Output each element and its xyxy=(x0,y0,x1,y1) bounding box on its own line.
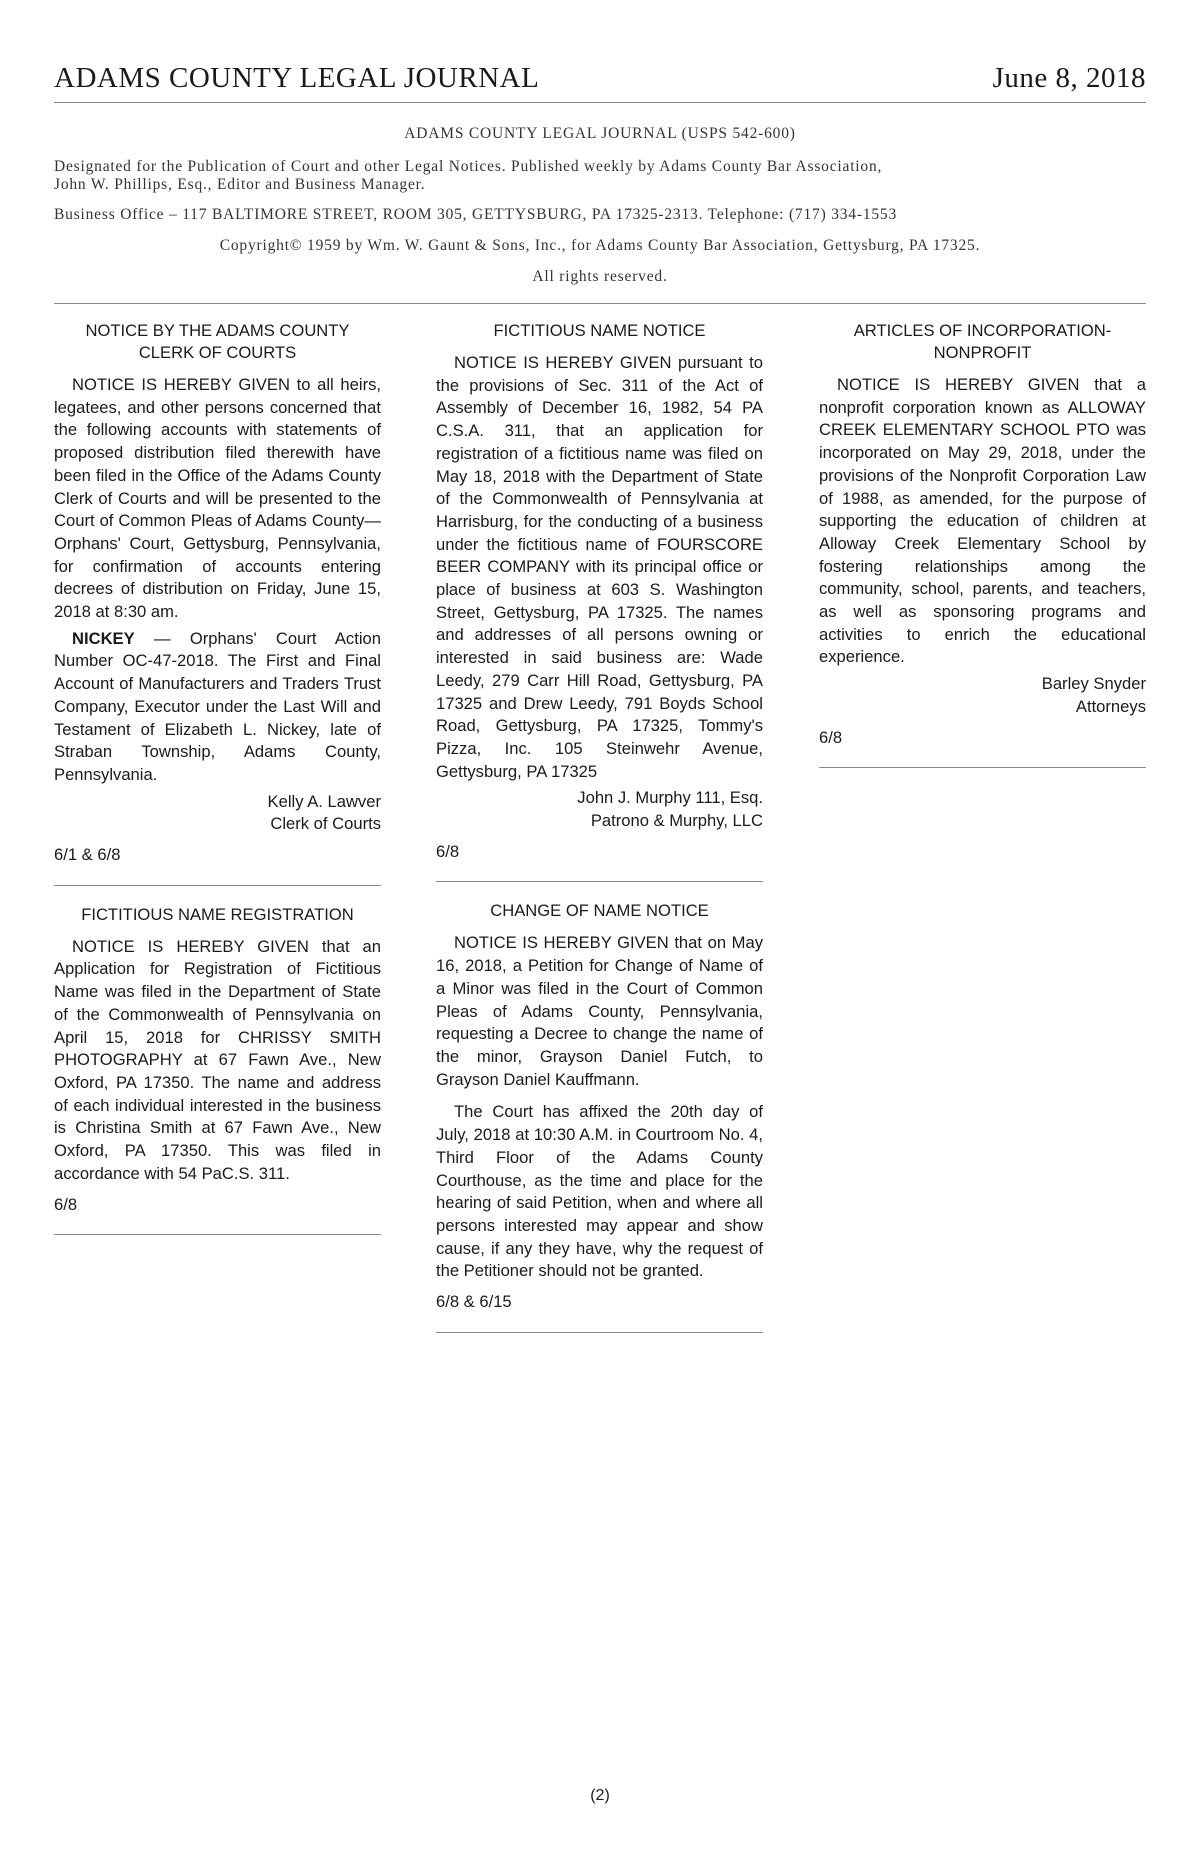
case-name: NICKEY xyxy=(72,628,135,648)
notice-divider xyxy=(436,1332,763,1333)
masthead-copyright: Copyright© 1959 by Wm. W. Gaunt & Sons, Inc., for Adams County Bar Association, Gettysburg, PA 17325. xyxy=(219,237,981,254)
fictitious-registration-dates: 6/8 xyxy=(54,1194,78,1214)
change-of-name-notice xyxy=(436,900,763,1332)
change-of-name-body-2: The Court has affixed the 20th day of July, 2018 at 10:30 A.M. in Courtroom No. 4, Third Floor of the Adams County Courthouse, as the time and place for the hearing of said Petition, when and where all persons interested may appear and show cause, if any they have, why the request of the Petitioner should not be granted. xyxy=(436,1102,763,1281)
clerk-signer: Kelly A. Lawver xyxy=(267,791,381,811)
clerk-dates: 6/1 & 6/8 xyxy=(54,845,121,865)
fictitious-registration-body: NOTICE IS HEREBY GIVEN that an Application for Registration of Fictitious Name was filed in the Department of State of the Commonwealth of Pennsylvania on April 15, 2018 for CHRISSY SMITH PHOTOGRAPHY at 67 Fawn Ave., New Oxford, PA 17350. The name and address of each individual interested in the business is Christina Smith at 67 Fawn Ave., New Oxford, PA 17350. This was filed in accordance with 54 PaC.S. 311. xyxy=(54,936,381,1183)
header-rule xyxy=(54,102,1146,103)
fictitious-notice-dates: 6/8 xyxy=(436,841,460,861)
clerk-notice-title: NOTICE BY THE ADAMS COUNTY CLERK OF COURTS xyxy=(85,321,350,362)
fictitious-notice-title: FICTITIOUS NAME NOTICE xyxy=(493,321,706,340)
fictitious-registration-title: FICTITIOUS NAME REGISTRATION xyxy=(81,904,354,924)
column-right xyxy=(819,320,1146,768)
masthead-rights: All rights reserved. xyxy=(532,268,668,285)
clerk-notice-body: NOTICE IS HEREBY GIVEN to all heirs, legatees, and other persons concerned that the following accounts with statements of proposed distribution filed therewith have been filed in the Office of the Adams County Clerk of Courts and will be presented to the Court of Common Pleas of Adams County—Orphans' Court, Gettysburg, Pennsylvania, for confirmation of accounts entering decrees of distribution on Friday, June 15, 2018 at 8:30 am. xyxy=(54,375,381,622)
masthead-publication: ADAMS COUNTY LEGAL JOURNAL (USPS 542-600) xyxy=(404,125,796,142)
incorporation-body: NOTICE IS HEREBY GIVEN that a nonprofit corporation known as ALLOWAY CREEK ELEMENTARY SCHOOL PTO was incorporated on May 29, 2018, under the provisions of the Nonprofit Corporation Law of 1988, as amended, for the purpose of supporting the education of children at Alloway Creek Elementary School by fostering relationships among the community, school, parents, and teachers, as well as sponsoring programs and activities to enrich the educational experience. xyxy=(819,375,1146,667)
notice-divider xyxy=(436,881,763,882)
fictitious-notice-body: NOTICE IS HEREBY GIVEN pursuant to the provisions of Sec. 311 of the Act of Assembly of December 16, 1982, 54 PA C.S.A. 311, that an application for registration of a fictitious name was filed on May 18, 2018 with the Department of State of the Commonwealth of Pennsylvania at Harrisburg, for the conducting of a business under the fictitious name of FOURSCORE BEER COMPANY with its principal office or place of business at 603 S. Washington Street, Gettysburg, PA 17325. The names and addresses of all persons owning or interested in said business are: Wade Leedy, 279 Carr Hill Road, Gettysburg, PA 17325 and Drew Leedy, 791 Boyds School Road, Gettysburg, PA 17325, Tommy's Pizza, Inc. 105 Steinwehr Avenue, Gettysburg, PA 17325 xyxy=(436,353,763,781)
journal-title: ADAMS COUNTY LEGAL JOURNAL xyxy=(54,62,540,94)
notice-divider xyxy=(819,767,1146,768)
column-left xyxy=(54,320,381,1235)
fictitious-registration-notice xyxy=(54,904,381,1235)
change-of-name-dates: 6/8 & 6/15 xyxy=(436,1292,512,1312)
fictitious-name-notice xyxy=(436,320,763,882)
incorporation-notice xyxy=(819,320,1146,768)
column-middle xyxy=(436,320,763,1333)
issue-date: June 8, 2018 xyxy=(992,62,1146,94)
masthead-designation: Designated for the Publication of Court and other Legal Notices. Published weekly by Adams County Bar Association, John W. Phillips, Esq., Editor and Business Manager. xyxy=(54,158,883,193)
notice-divider xyxy=(54,1234,381,1235)
case-text: — Orphans' Court Action Number OC-47-2018. The First and Final Account of Manufacturers and Traders Trust Company, Executor under the Last Will and Testament of Elizabeth L. Nickey, late of Straban Township, Adams County, Pennsylvania. xyxy=(54,628,381,784)
incorporation-title: ARTICLES OF INCORPORATION- NONPROFIT xyxy=(853,321,1112,362)
incorporation-dates: 6/8 xyxy=(819,727,843,747)
running-head xyxy=(54,62,1146,95)
clerk-signer-title: Clerk of Courts xyxy=(270,814,381,834)
journal-page xyxy=(54,0,1146,1855)
incorporation-signer: Barley Snyder xyxy=(1041,674,1146,694)
fictitious-notice-signer: John J. Murphy 111, Esq. xyxy=(577,788,763,808)
change-of-name-body-1: NOTICE IS HEREBY GIVEN that on May 16, 2018, a Petition for Change of Name of a Minor was filed in the Court of Common Pleas of Adams County, Pennsylvania, requesting a Decree to change the name of the minor, Grayson Daniel Futch, to Grayson Daniel Kauffmann. xyxy=(436,933,763,1089)
fictitious-notice-firm: Patrono & Murphy, LLC xyxy=(590,811,763,831)
masthead-business-office: Business Office – 117 BALTIMORE STREET, ROOM 305, GETTYSBURG, PA 17325-2313. Telephone: (717) 334-1553 xyxy=(54,206,898,223)
clerk-notice-case xyxy=(54,628,381,787)
masthead-rule xyxy=(54,303,1146,304)
change-of-name-title: CHANGE OF NAME NOTICE xyxy=(490,901,709,921)
notice-divider xyxy=(54,885,381,886)
clerk-notice xyxy=(54,320,381,886)
incorporation-signer-title: Attorneys xyxy=(1075,696,1146,716)
page-number: (2) xyxy=(590,1787,610,1804)
